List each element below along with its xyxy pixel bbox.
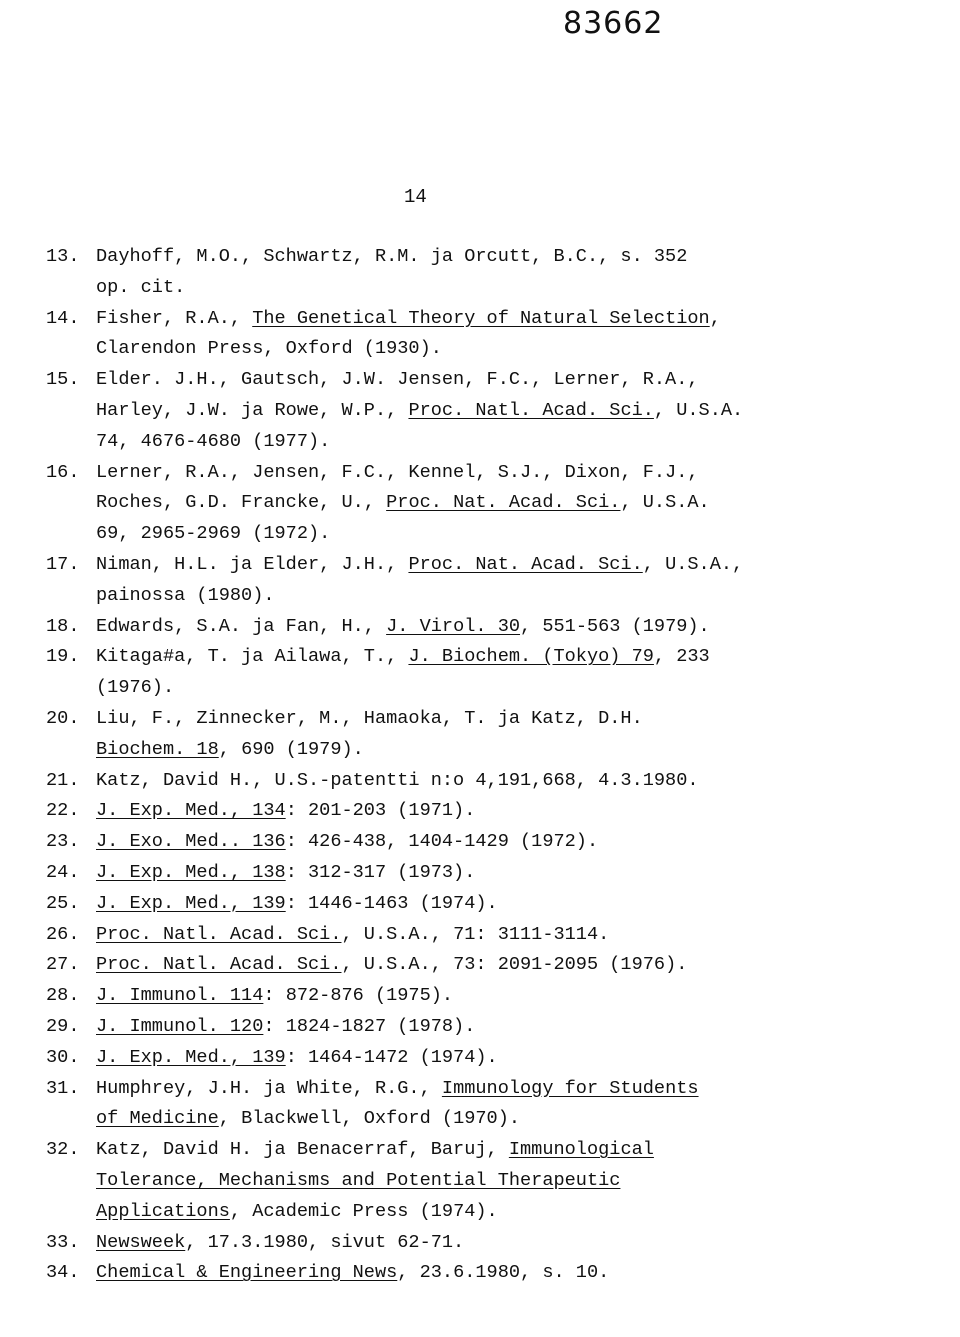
reference-text: : 872-876 (1975). <box>263 985 454 1007</box>
reference-item <box>46 242 946 304</box>
reference-number: 33. <box>46 1231 80 1253</box>
reference-title-underlined: J. Virol. 30 <box>386 615 521 637</box>
reference-title-underlined: J. Immunol. 120 <box>96 1015 264 1037</box>
reference-line <box>46 396 946 427</box>
reference-item <box>46 1043 946 1074</box>
reference-item <box>46 889 946 920</box>
reference-text: Roches, G.D. Francke, U., <box>96 492 387 514</box>
reference-number: 27. <box>46 954 80 976</box>
reference-number: 17. <box>46 553 80 575</box>
reference-text: Katz, David H., U.S.-patentti n:o 4,191,668, 4.3.1980. <box>96 769 699 791</box>
reference-line <box>46 427 946 458</box>
reference-title-underlined: Proc. Natl. Acad. Sci. <box>96 923 342 945</box>
reference-title-underlined: of Medicine <box>96 1108 219 1130</box>
reference-number: 15. <box>46 369 80 391</box>
reference-text: Niman, H.L. ja Elder, J.H., <box>96 553 409 575</box>
reference-title-underlined: J. Exp. Med., 134 <box>96 800 286 822</box>
reference-line <box>46 365 946 396</box>
reference-text: op. cit. <box>96 276 186 298</box>
reference-number: 18. <box>46 615 80 637</box>
reference-text: Lerner, R.A., Jensen, F.C., Kennel, S.J., Dixon, F.J., <box>96 461 699 483</box>
reference-number: 34. <box>46 1262 80 1284</box>
reference-title-underlined: J. Immunol. 114 <box>96 985 264 1007</box>
reference-title-underlined: Proc. Nat. Acad. Sci. <box>386 492 621 514</box>
reference-title-underlined: Applications <box>96 1200 230 1222</box>
reference-line <box>46 1104 946 1135</box>
reference-number: 14. <box>46 307 80 329</box>
reference-title-underlined: J. Exo. Med.. 136 <box>96 831 286 853</box>
reference-text: , U.S.A., 73: 2091-2095 (1976). <box>341 954 688 976</box>
reference-number: 20. <box>46 707 80 729</box>
reference-text: , 17.3.1980, sivut 62-71. <box>185 1231 465 1253</box>
reference-text: : 1464-1472 (1974). <box>285 1046 498 1068</box>
reference-item <box>46 981 946 1012</box>
reference-text: Dayhoff, M.O., Schwartz, R.M. ja Orcutt, B.C., s. 352 <box>96 246 688 267</box>
reference-number: 16. <box>46 461 80 483</box>
reference-line <box>46 920 946 951</box>
reference-line <box>46 735 946 766</box>
reference-item <box>46 550 946 612</box>
reference-item <box>46 612 946 643</box>
reference-item <box>46 766 946 797</box>
reference-text: Humphrey, J.H. ja White, R.G., <box>96 1077 442 1099</box>
reference-item <box>46 1135 946 1227</box>
reference-item <box>46 1258 946 1289</box>
reference-title-underlined: Proc. Natl. Acad. Sci. <box>96 954 342 976</box>
reference-text: , 23.6.1980, s. 10. <box>397 1262 610 1284</box>
reference-text: , <box>709 307 721 329</box>
reference-title-underlined: Chemical & Engineering News <box>96 1262 398 1284</box>
reference-line <box>46 796 946 827</box>
reference-line <box>46 827 946 858</box>
reference-title-underlined: Immunological <box>508 1139 654 1161</box>
reference-text: painossa (1980). <box>96 584 275 606</box>
reference-line <box>46 458 946 489</box>
reference-line <box>46 1228 946 1259</box>
reference-number: 25. <box>46 892 80 914</box>
reference-text: Liu, F., Zinnecker, M., Hamaoka, T. ja Katz, D.H. <box>96 707 643 729</box>
reference-number: 13. <box>46 246 80 267</box>
reference-line <box>46 766 946 797</box>
reference-number: 23. <box>46 831 80 853</box>
reference-line <box>46 1135 946 1166</box>
reference-text: : 426-438, 1404-1429 (1972). <box>285 831 599 853</box>
reference-text: : 1446-1463 (1974). <box>285 892 498 914</box>
reference-text: , U.S.A., 71: 3111-3114. <box>341 923 610 945</box>
reference-text: , U.S.A. <box>620 492 710 514</box>
reference-line <box>46 304 946 335</box>
reference-line <box>46 981 946 1012</box>
reference-item <box>46 920 946 951</box>
reference-line <box>46 642 946 673</box>
reference-line <box>46 673 946 704</box>
reference-line <box>46 581 946 612</box>
reference-line <box>46 242 946 273</box>
reference-line <box>46 950 946 981</box>
reference-title-underlined: Tolerance, Mechanisms and Potential Therapeutic <box>96 1169 621 1191</box>
reference-line <box>46 550 946 581</box>
reference-text: Fisher, R.A., <box>96 307 253 329</box>
reference-title-underlined: Newsweek <box>96 1231 186 1253</box>
reference-line <box>46 1258 946 1289</box>
reference-item <box>46 1074 946 1136</box>
page-number: 14 <box>404 186 427 208</box>
reference-line <box>46 858 946 889</box>
reference-item <box>46 704 946 766</box>
reference-title-underlined: J. Exp. Med., 139 <box>96 1046 286 1068</box>
reference-number: 24. <box>46 861 80 883</box>
reference-line <box>46 1197 946 1228</box>
reference-text: : 201-203 (1971). <box>285 800 476 822</box>
reference-line <box>46 488 946 519</box>
reference-line <box>46 1074 946 1105</box>
reference-item <box>46 950 946 981</box>
reference-item <box>46 304 946 366</box>
reference-line <box>46 612 946 643</box>
reference-item <box>46 458 946 550</box>
reference-title-underlined: Immunology for Students <box>441 1077 699 1099</box>
reference-text: , U.S.A. <box>653 399 744 421</box>
reference-text: Elder. J.H., Gautsch, J.W. Jensen, F.C., Lerner, R.A., <box>96 369 699 391</box>
reference-text: 74, 4676-4680 (1977). <box>96 430 331 452</box>
reference-item <box>46 827 946 858</box>
document-number: 83662 <box>563 6 664 41</box>
reference-text: 69, 2965-2969 (1972). <box>96 523 331 545</box>
reference-number: 21. <box>46 769 80 791</box>
reference-title-underlined: J. Biochem. (Tokyo) 79 <box>408 646 654 668</box>
reference-line <box>46 273 946 304</box>
reference-title-underlined: Proc. Nat. Acad. Sci. <box>408 553 643 575</box>
reference-line <box>46 889 946 920</box>
reference-text: , Academic Press (1974). <box>229 1200 498 1222</box>
reference-text: (1976). <box>96 677 175 699</box>
reference-number: 32. <box>46 1139 80 1161</box>
reference-item <box>46 365 946 457</box>
reference-number: 22. <box>46 800 80 822</box>
reference-title-underlined: J. Exp. Med., 139 <box>96 892 286 914</box>
reference-title-underlined: J. Exp. Med., 138 <box>96 861 286 883</box>
reference-item <box>46 642 946 704</box>
reference-text: , Blackwell, Oxford (1970). <box>218 1108 521 1130</box>
reference-text: Clarendon Press, Oxford (1930). <box>96 338 442 360</box>
reference-item <box>46 1012 946 1043</box>
reference-line <box>46 1166 946 1197</box>
reference-number: 29. <box>46 1015 80 1037</box>
reference-number: 19. <box>46 646 80 668</box>
reference-list <box>46 242 946 1289</box>
reference-line <box>46 1043 946 1074</box>
reference-text: , 690 (1979). <box>218 738 364 760</box>
reference-title-underlined: Proc. Natl. Acad. Sci. <box>408 399 654 421</box>
reference-text: , 233 <box>653 646 710 668</box>
reference-text: Edwards, S.A. ja Fan, H., <box>96 615 387 637</box>
reference-line <box>46 519 946 550</box>
reference-title-underlined: Biochem. 18 <box>96 738 219 760</box>
reference-number: 31. <box>46 1077 80 1099</box>
reference-item <box>46 796 946 827</box>
reference-item <box>46 858 946 889</box>
reference-number: 28. <box>46 985 80 1007</box>
reference-text: Kitaga#a, T. ja Ailawa, T., <box>96 646 409 668</box>
reference-number: 30. <box>46 1046 80 1068</box>
reference-text: : 312-317 (1973). <box>285 861 476 883</box>
reference-item <box>46 1228 946 1259</box>
reference-title-underlined: The Genetical Theory of Natural Selection <box>252 307 710 329</box>
reference-line <box>46 704 946 735</box>
reference-line <box>46 334 946 365</box>
reference-text: : 1824-1827 (1978). <box>263 1015 476 1037</box>
reference-text: , 551-563 (1979). <box>520 615 710 637</box>
reference-text: Katz, David H. ja Benacerraf, Baruj, <box>96 1139 509 1161</box>
reference-text: Harley, J.W. ja Rowe, W.P., <box>96 399 409 421</box>
reference-text: , U.S.A., <box>642 553 744 575</box>
reference-line <box>46 1012 946 1043</box>
reference-number: 26. <box>46 923 80 945</box>
